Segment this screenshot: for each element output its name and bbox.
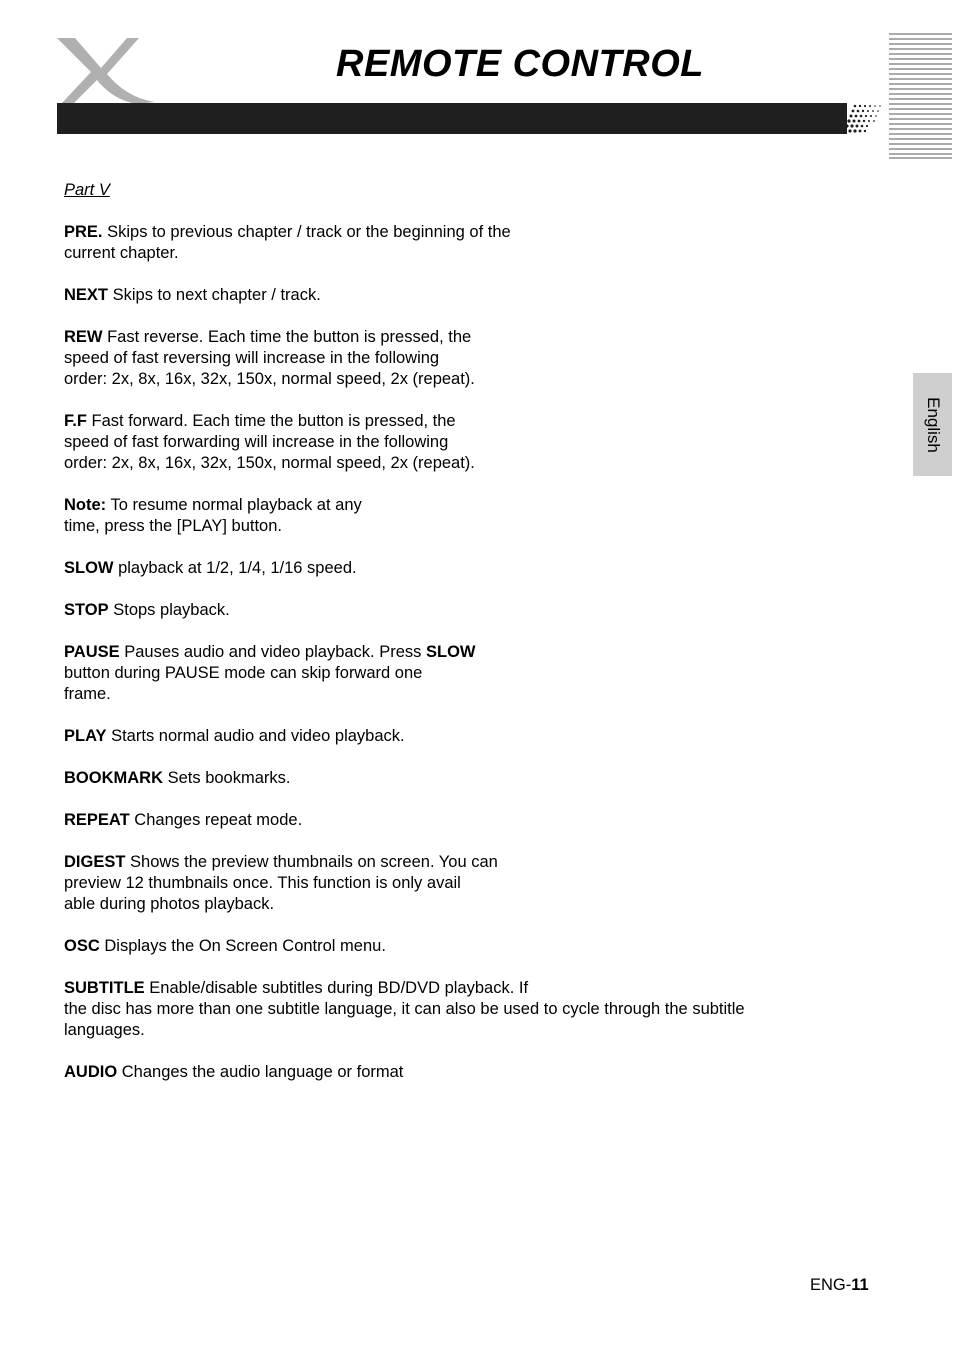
item-osc: OSC Displays the On Screen Control menu. xyxy=(64,937,386,955)
item-audio: AUDIO Changes the audio language or format xyxy=(64,1063,404,1081)
item-ff: F.F Fast forward. Each time the button is pressed, the speed of fast forwarding will increase in the following order: 2x, 8x, 16x, 32x, 150x, normal speed, 2x (repeat). xyxy=(64,412,475,472)
page-number: ENG-11 xyxy=(810,1276,869,1294)
header-bar xyxy=(57,103,847,134)
item-rew: REW Fast reverse. Each time the button is pressed, the speed of fast reversing will increase in the following order: 2x, 8x, 16x, 32x, 150x, normal speed, 2x (repeat). xyxy=(64,328,475,388)
item-note: Note: To resume normal playback at any time, press the [PLAY] button. xyxy=(64,496,362,535)
item-subtitle: SUBTITLE Enable/disable subtitles during BD/DVD playback. If the disc has more than one subtitle language, it can also be used to cycle through the subtitle languages. xyxy=(64,979,745,1039)
language-tab-label: English xyxy=(923,396,943,453)
item-pause: PAUSE Pauses audio and video playback. Press SLOW button during PAUSE mode can skip forward one frame. xyxy=(64,643,476,703)
stripe-decoration xyxy=(889,33,952,159)
content-body xyxy=(64,180,854,1104)
item-pre: PRE. Skips to previous chapter / track or the beginning of the current chapter. xyxy=(64,223,511,262)
item-play: PLAY Starts normal audio and video playback. xyxy=(64,727,405,745)
item-repeat: REPEAT Changes repeat mode. xyxy=(64,811,303,829)
item-next: NEXT Skips to next chapter / track. xyxy=(64,286,321,304)
item-stop: STOP Stops playback. xyxy=(64,601,230,619)
language-tab xyxy=(913,373,952,476)
item-digest: DIGEST Shows the preview thumbnails on screen. You can preview 12 thumbnails once. This function is only avail able during photos playback. xyxy=(64,853,498,913)
page-title: REMOTE CONTROL xyxy=(336,43,704,85)
item-slow: SLOW playback at 1/2, 1/4, 1/16 speed. xyxy=(64,559,357,577)
section-part-label: Part V xyxy=(64,181,110,199)
dot-pattern-decoration xyxy=(841,101,886,135)
item-bookmark: BOOKMARK Sets bookmarks. xyxy=(64,769,291,787)
